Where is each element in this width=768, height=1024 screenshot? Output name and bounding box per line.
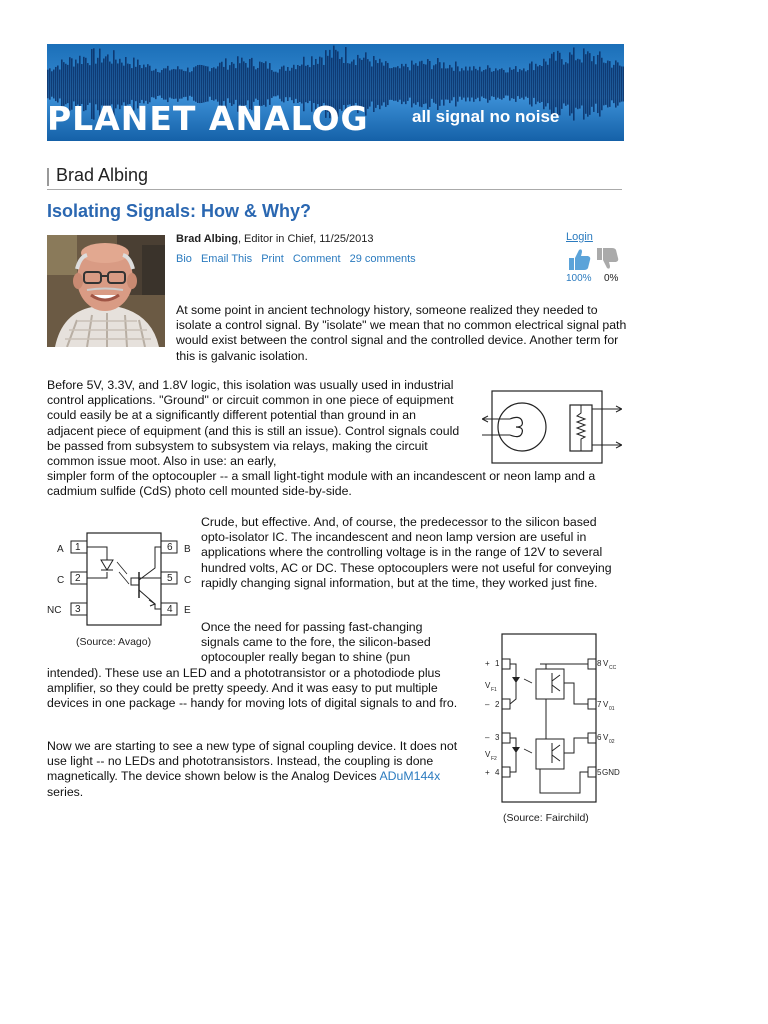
- article-title: Isolating Signals: How & Why?: [47, 201, 312, 221]
- fairchild-label-vcc-sub: CC: [609, 665, 617, 671]
- bio-link[interactable]: Bio: [176, 253, 192, 265]
- fairchild-pin-2: 2: [495, 700, 500, 709]
- figure-caption-fairchild: (Source: Fairchild): [503, 812, 589, 824]
- email-this-link[interactable]: Email This: [200, 253, 253, 265]
- paragraph-2-wrapped-text: Before 5V, 3.3V, and 1.8V logic, this isolation was usually used in industrial control applications. "Ground" or circuit common in one piece of equipment could easily be at a significantly different potential than ground in an adjacent piece of equipment (and this is still an issue). Control signals could be passed from subsystem to subsystem via relays, making the circuit common issue moot. Also in use: an early,: [47, 378, 460, 469]
- fairchild-pin-6: 6: [597, 733, 602, 742]
- adum144x-link[interactable]: ADuM144x: [379, 769, 441, 784]
- fairchild-label-vf2: V: [485, 750, 491, 759]
- paragraph-4-text: intended). These use an LED and a phototransistor or a photodiode plus amplifier, so they could be pretty speedy. And it was easy to put multiple devices in one package -- handy for moving lots of digital signals to and fro.: [47, 665, 458, 711]
- article-paragraph-4: [47, 620, 462, 711]
- paragraph-4-indented-text: Once the need for passing fast-changing signals came to the fore, the silicon-based optocoupler really began to shine (pun: [201, 620, 431, 665]
- byline-author[interactable]: Brad Albing: [176, 233, 238, 245]
- avago-pin-label-b: B: [184, 544, 191, 555]
- avago-pin-label-a: A: [57, 544, 64, 555]
- fairchild-pin-4: 4: [495, 768, 500, 777]
- article-paragraph-5: [47, 739, 462, 800]
- fairchild-label-vf1: V: [485, 681, 491, 690]
- fairchild-pin-1: 1: [495, 659, 500, 668]
- avago-pin-1: 1: [75, 542, 81, 553]
- byline-role-date: , Editor in Chief, 11/25/2013: [237, 233, 374, 245]
- divider: [47, 168, 49, 186]
- paragraph-5-tail: series.: [47, 784, 84, 799]
- fairchild-label-gnd: GND: [602, 768, 620, 777]
- fairchild-label-vo2-sub: 02: [609, 739, 615, 745]
- avago-pin-label-c-left: C: [57, 575, 65, 586]
- site-tagline: all signal no noise: [412, 107, 560, 126]
- author-header-name[interactable]: Brad Albing: [56, 165, 149, 185]
- fairchild-label-vo1: V: [603, 700, 609, 709]
- fairchild-pin-5: 5: [597, 768, 602, 777]
- paragraph-5-text: Now we are starting to see a new type of signal coupling device. It does not use light -- no LEDs and phototransistors. Instead, the coupling is done magnetically. The device shown below is the Analog Devices: [47, 739, 458, 784]
- avago-pin-label-nc: NC: [47, 605, 62, 616]
- figure-caption-avago: (Source: Avago): [76, 636, 152, 648]
- fairchild-pin-3: 3: [495, 733, 500, 742]
- author-photo: [47, 235, 165, 347]
- fairchild-pin-7: 7: [597, 700, 602, 709]
- fairchild-label-vo1-sub: 01: [609, 706, 615, 712]
- avago-pin-5: 5: [167, 573, 173, 584]
- article-actions: [176, 253, 422, 265]
- comments-count-link[interactable]: 29 comments: [349, 253, 416, 265]
- site-logo[interactable]: PLANET ANALOG: [47, 99, 369, 138]
- fairchild-pin-8: 8: [597, 659, 602, 668]
- fairchild-dual-optocoupler-figure: [480, 633, 625, 810]
- author-header: [47, 165, 622, 190]
- comment-link[interactable]: Comment: [292, 253, 341, 265]
- login-link[interactable]: Login: [566, 231, 593, 243]
- print-link[interactable]: Print: [261, 253, 284, 265]
- fairchild-sign-3: –: [485, 733, 490, 742]
- article-paragraph-3: Crude, but effective. And, of course, the predecessor to the silicon based opto-isolator IC. The incandescent and neon lamp version are useful in applications where the controlling voltage is in the range of 12V to several hundred volts, AC or DC. These optocouplers were not useful for conveying rapidly changing signal information, but at the time, they worked just fine.: [201, 515, 612, 590]
- paragraph-2-full-text: simpler form of the optocoupler -- a small light-tight module with an incandescent or neon lamp and a cadmium sulfide (CdS) photo cell mounted side-by-side.: [47, 469, 596, 499]
- fairchild-label-vf1-sub: F1: [491, 687, 497, 693]
- article-paragraph-1: At some point in ancient technology history, someone realized they needed to isolate a control signal. By "isolate" we mean that no common electrical signal path would exist between the control signal and the controlled device. Another term for this is galvanic isolation.: [176, 303, 627, 363]
- avago-pin-label-c-right: C: [184, 575, 192, 586]
- fairchild-sign-2: –: [485, 700, 490, 709]
- lamp-cds-optocoupler-figure: [482, 389, 622, 474]
- fairchild-label-vf2-sub: F2: [491, 756, 497, 762]
- byline: [176, 233, 374, 245]
- vote-down-percent: 0%: [604, 273, 619, 284]
- fairchild-sign-4: +: [485, 768, 490, 777]
- fairchild-label-vcc: V: [603, 659, 609, 668]
- fairchild-label-vo2: V: [603, 733, 609, 742]
- avago-pin-2: 2: [75, 573, 81, 584]
- avago-pin-6: 6: [167, 542, 173, 553]
- avago-pin-label-e: E: [184, 605, 191, 616]
- avago-pin-4: 4: [167, 604, 173, 615]
- avago-pin-3: 3: [75, 604, 81, 615]
- fairchild-sign-1: +: [485, 659, 490, 668]
- vote-up-percent: 100%: [566, 273, 592, 284]
